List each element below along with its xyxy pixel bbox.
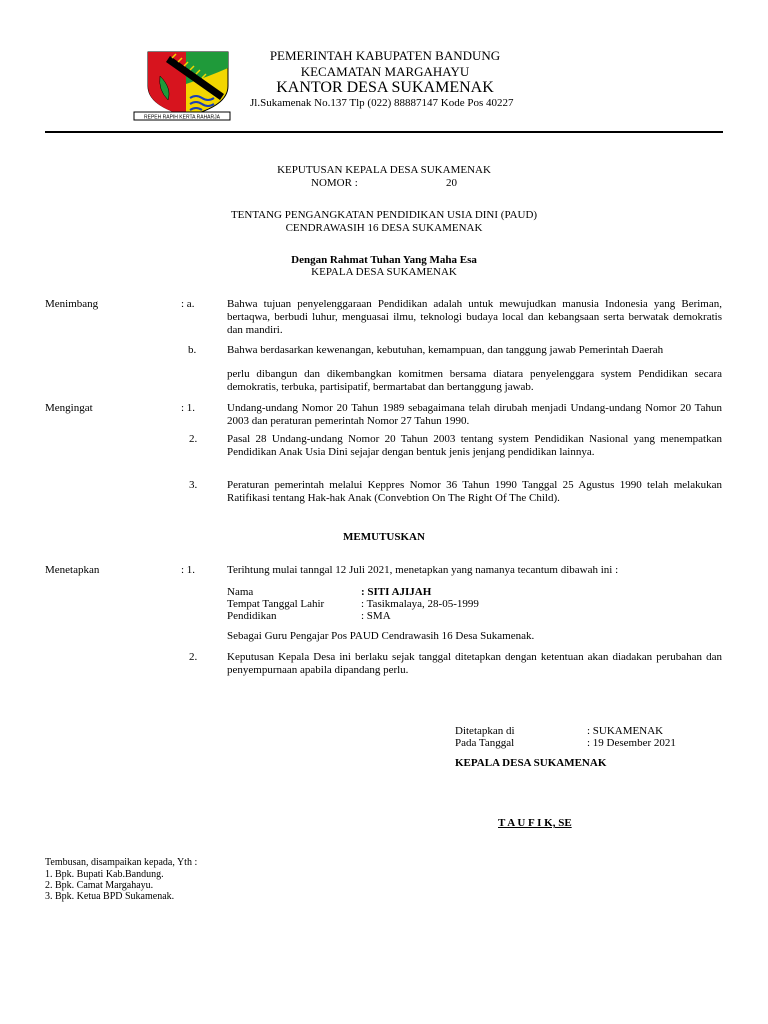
decree-number-value: 20 xyxy=(446,177,457,189)
menetapkan-marker-1: : 1. xyxy=(181,564,196,576)
menimbang-item-b-line1: Bahwa berdasarkan kewenangan, kebutuhan, kemampuan, dan tanggung jawab Pemerintah Daerah xyxy=(227,344,664,356)
mengingat-item-1: Undang-undang Nomor 20 Tahun 1989 sebagaimana telah dirubah menjadi Undang-undang Nomor 20 Tahun 2003 dan peraturan pemerintah Nomor 27 Tahun 1990. xyxy=(227,402,722,427)
mengingat-label: Mengingat xyxy=(45,402,93,414)
menetapkan-label: Menetapkan xyxy=(45,564,100,576)
decree-subject-line2: CENDRAWASIH 16 DESA SUKAMENAK xyxy=(285,222,483,234)
field-birth-value: : Tasikmalaya, 28-05-1999 xyxy=(361,598,479,610)
menimbang-marker-a: : a. xyxy=(181,298,195,310)
mengingat-marker-1: : 1. xyxy=(181,402,196,414)
blessing-text: Dengan Rahmat Tuhan Yang Maha Esa xyxy=(291,254,477,266)
menetapkan-item-2: Keputusan Kepala Desa ini berlaku sejak tanggal ditetapkan dengan ketentuan akan diadakan perubahan dan penyempurnaan apabila dipandang perlu. xyxy=(227,651,722,676)
cc-heading: Tembusan, disampaikan kepada, Yth : xyxy=(45,857,198,868)
mengingat-item-2: Pasal 28 Undang-undang Nomor 20 Tahun 2003 tentang system Pendidikan Nasional yang menempatkan Pendidikan Anak Usia Dini sejajar dengan bentuk jenis jenjang pendidikan lainnya. xyxy=(227,433,722,458)
mengingat-item-3: Peraturan pemerintah melalui Keppres Nomor 36 Tahun 1990 Tanggal 25 Agustus 1990 telah melakukan Ratifikasi tentang Hak-hak Anak (Convebtion On The Right Of The Child). xyxy=(227,479,722,504)
role-statement: Sebagai Guru Pengajar Pos PAUD Cendrawasih 16 Desa Sukamenak. xyxy=(227,630,535,642)
date-value: : 19 Desember 2021 xyxy=(587,737,676,749)
regency-logo xyxy=(120,46,236,122)
menetapkan-item-1: Terihtung mulai tanngal 12 Juli 2021, menetapkan yang namanya tecantum dibawah ini : xyxy=(227,564,619,576)
authority-text: KEPALA DESA SUKAMENAK xyxy=(311,266,457,278)
field-birth-label: Tempat Tanggal Lahir xyxy=(227,598,325,610)
mengingat-marker-2: 2. xyxy=(189,433,198,445)
place-value: : SUKAMENAK xyxy=(587,725,664,737)
signatory-office: KEPALA DESA SUKAMENAK xyxy=(455,757,607,769)
letterhead-address: Jl.Sukamenak No.137 Tlp (022) 88887147 Kode Pos 40227 xyxy=(250,97,514,109)
letterhead-office: KANTOR DESA SUKAMENAK xyxy=(276,79,494,96)
field-education-label: Pendidikan xyxy=(227,610,277,622)
menimbang-item-a: Bahwa tujuan penyelenggaraan Pendidikan adalah untuk mewujudkan manusia Indonesia yang Beriman, bertaqwa, berbudi luhur, menguasai ilmu, teknologi budaya local dan kebangsaan serta berwatak demokratis dan mandiri. xyxy=(227,298,722,336)
letterhead-government: PEMERINTAH KABUPATEN BANDUNG xyxy=(269,48,501,63)
logo-motto: REPEH RAPIH KERTA RAHARJA xyxy=(144,114,220,121)
cc-item-1: 1. Bpk. Bupati Kab.Bandung. xyxy=(45,869,164,880)
place-label: Ditetapkan di xyxy=(455,725,515,737)
mengingat-marker-3: 3. xyxy=(189,479,198,491)
field-education-value: : SMA xyxy=(361,610,391,622)
menimbang-marker-b: b. xyxy=(188,344,197,356)
cc-item-3: 3. Bpk. Ketua BPD Sukamenak. xyxy=(45,891,175,902)
decree-number-label: NOMOR : xyxy=(311,177,358,189)
menimbang-label: Menimbang xyxy=(45,298,99,310)
signatory-name: T A U F I K, SE xyxy=(498,817,572,829)
menimbang-item-b-line2: perlu dibangun dan dikembangkan komitmen bersama diatara penyelenggara system Pendidikan secara demokratis, terbuka, partisipatif, bermartabat dan bertanggung jawab. xyxy=(227,368,722,393)
memutuskan-heading: MEMUTUSKAN xyxy=(343,531,425,543)
menetapkan-marker-2: 2. xyxy=(189,651,198,663)
field-name-value: : SITI AJIJAH xyxy=(361,586,432,598)
field-name-label: Nama xyxy=(227,586,254,598)
date-label: Pada Tanggal xyxy=(455,737,515,749)
decree-subject-line1: TENTANG PENGANGKATAN PENDIDIKAN USIA DINI (PAUD) xyxy=(230,209,538,221)
header-divider xyxy=(45,131,723,133)
letterhead-district: KECAMATAN MARGAHAYU xyxy=(300,64,470,79)
cc-item-2: 2. Bpk. Camat Margahayu. xyxy=(45,880,154,891)
decree-title: KEPUTUSAN KEPALA DESA SUKAMENAK xyxy=(277,164,491,176)
